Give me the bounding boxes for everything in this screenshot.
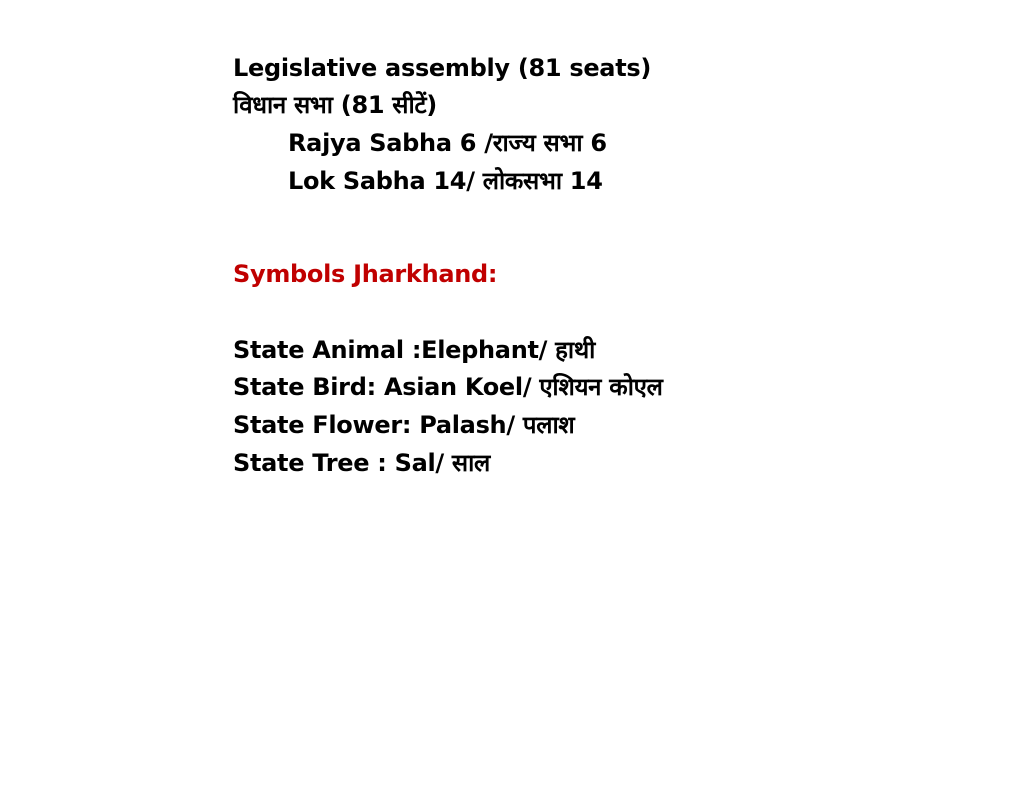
state-animal: State Animal :Elephant/ हाथी xyxy=(233,336,596,364)
lok-sabha-seats: Lok Sabha 14/ लोकसभा 14 xyxy=(288,167,603,195)
assembly-title-hindi: विधान सभा (81 सीटें) xyxy=(233,91,437,119)
state-flower: State Flower: Palash/ पलाश xyxy=(233,411,575,439)
assembly-title-english: Legislative assembly (81 seats) xyxy=(233,54,652,82)
symbols-heading: Symbols Jharkhand: xyxy=(233,260,498,288)
state-tree: State Tree : Sal/ साल xyxy=(233,449,491,477)
state-bird: State Bird: Asian Koel/ एशियन कोएल xyxy=(233,373,663,401)
rajya-sabha-seats: Rajya Sabha 6 /राज्य सभा 6 xyxy=(288,129,607,157)
